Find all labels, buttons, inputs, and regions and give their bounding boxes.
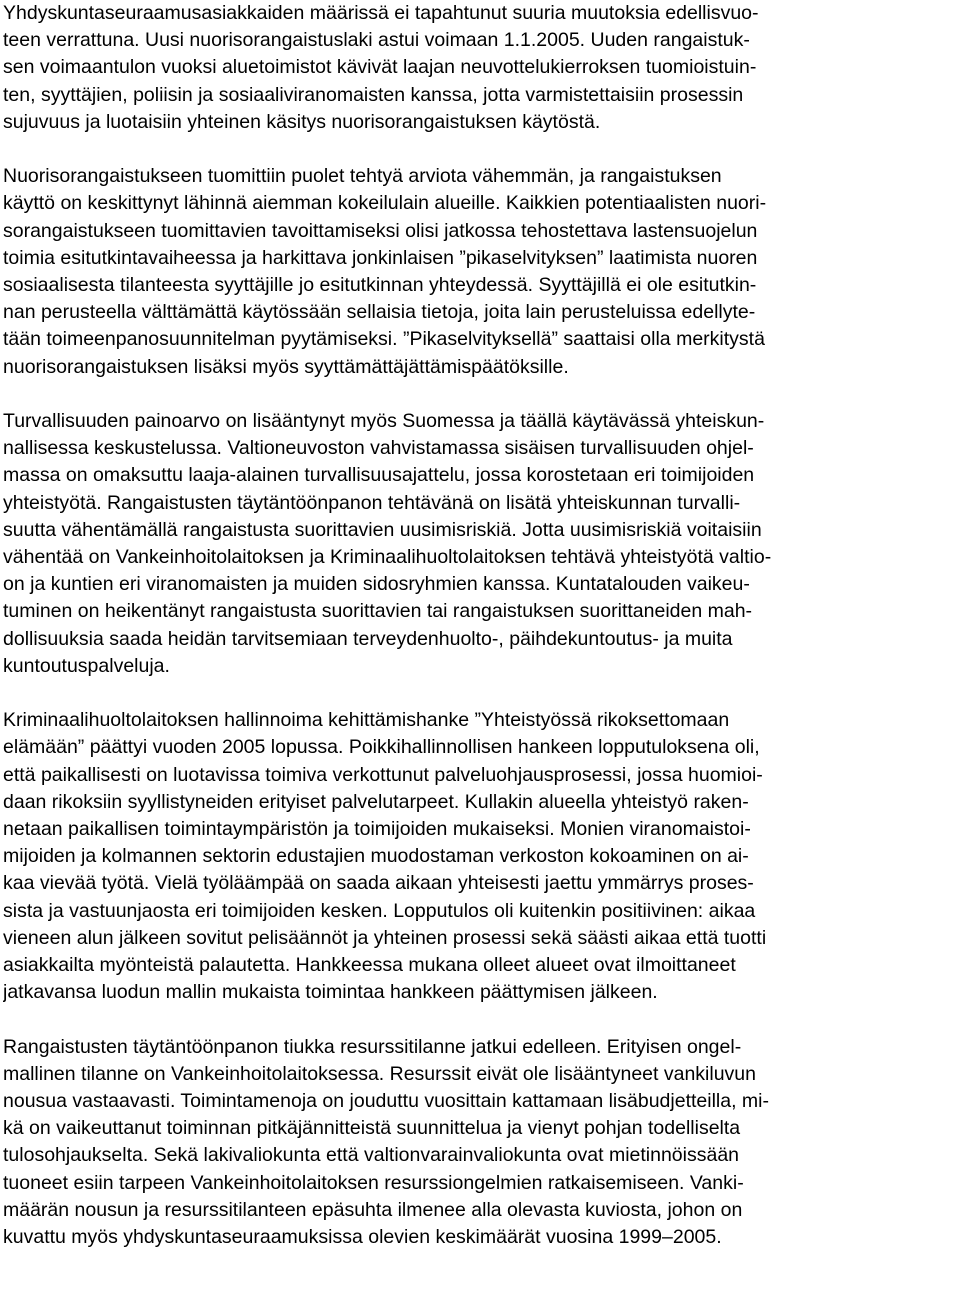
- text-line: sorangaistukseen tuomittavien tavoittamiseksi olisi jatkossa tehostettava lastensuojelun: [3, 219, 758, 242]
- text-line: ten, syyttäjien, poliisin ja sosiaaliviranomaisten kanssa, jotta varmistettaisiin prosessin: [3, 83, 744, 106]
- text-line: dollisuuksia saada heidän tarvitsemiaan terveydenhuolto-, päihdekuntoutus- ja muita: [3, 627, 733, 650]
- text-line: kaa vievää työtä. Vielä työläämpää on saada aikaan yhteisesti jaettu ymmärrys proses-: [3, 872, 754, 895]
- text-line: jatkavansa luodun mallin mukaista toimintaa hankkeen päättymisen jälkeen.: [3, 981, 658, 1004]
- text-line: kä on vaikeuttanut toiminnan pitkäjännitteistä suunnittelua ja vienyt pohjan todelliselta: [3, 1117, 741, 1140]
- text-line: vieneen alun jälkeen sovitut pelisäännöt ja yhteinen prosessi sekä säästi aikaa että tuotti: [3, 926, 767, 949]
- text-line: mijoiden ja kolmannen sektorin edustajien muodostaman verkoston kokoaminen on ai-: [3, 845, 749, 868]
- text-line: tään toimeenpanosuunnitelman pyytämiseksi. ”Pikaselvityksellä” saattaisi olla merkitystä: [3, 328, 765, 351]
- text-line: yhteistyötä. Rangaistusten täytäntöönpanon tehtävänä on lisätä yhteiskunnan turvalli-: [3, 491, 741, 514]
- paragraph-5: [3, 1034, 960, 1252]
- text-line: mallinen tilanne on Vankeinhoitolaitoksessa. Resurssit eivät ole lisääntyneet vankiluvun: [3, 1062, 756, 1085]
- text-line: Kriminaalihuoltolaitoksen hallinnoima kehittämishanke ”Yhteistyössä rikoksettomaan: [3, 709, 730, 732]
- text-line: elämään” päättyi vuoden 2005 lopussa. Poikkihallinnollisen hankeen lopputuloksena oli,: [3, 736, 760, 759]
- text-line: tuminen on heikentänyt rangaistusta suorittavien tai rangaistuksen suorittaneiden mah-: [3, 600, 753, 623]
- text-line: Turvallisuuden painoarvo on lisääntynyt myös Suomessa ja täällä käytävässä yhteiskun-: [3, 410, 765, 433]
- text-line: on ja kuntien eri viranomaisten ja muiden sidosryhmien kanssa. Kuntatalouden vaikeu-: [3, 573, 750, 596]
- text-line: kuntoutuspalveluja.: [3, 654, 170, 677]
- text-line: nousua vastaavasti. Toimintamenoja on jouduttu vuosittain kattamaan lisäbudjetteilla, mi-: [3, 1090, 769, 1113]
- text-line: että paikallisesti on luotavissa toimiva verkottunut palveluohjausprosessi, jossa huomioi-: [3, 763, 763, 786]
- paragraph-3: [3, 408, 960, 680]
- text-line: tulosohjaukselta. Sekä lakivaliokunta että valtionvarainvaliokunta ovat mietinnöissään: [3, 1144, 740, 1167]
- text-line: massa on omaksuttu laaja-alainen turvallisuusajattelu, jossa korostetaan eri toimijoiden: [3, 464, 755, 487]
- text-line: daan rikoksiin syyllistyneiden erityiset palvelutarpeet. Kullakin alueella yhteistyö raken-: [3, 790, 749, 813]
- paragraph-2: [3, 163, 960, 381]
- text-line: kuvattu myös yhdyskuntaseuraamuksissa olevien keskimäärät vuosina 1999–2005.: [3, 1226, 722, 1249]
- text-line: nallisessa keskustelussa. Valtioneuvoston vahvistamassa sisäisen turvallisuuden ohjel-: [3, 437, 754, 460]
- text-line: nan perusteella välttämättä käytössään sellaisia tietoja, joita lain perusteluissa edellyte-: [3, 301, 756, 324]
- text-line: Yhdyskuntaseuraamusasiakkaiden määrissä ei tapahtunut suuria muutoksia edellisvuo-: [3, 2, 759, 24]
- text-line: Nuorisorangaistukseen tuomittiin puolet tehtyä arviota vähemmän, ja rangaistuksen: [3, 165, 722, 188]
- paragraph-4: [3, 707, 960, 1006]
- text-line: netaan paikallisen toimintaympäristön ja toimijoiden mukaiseksi. Monien viranomaistoi-: [3, 818, 751, 841]
- text-line: sen voimaantulon vuoksi aluetoimistot kävivät laajan neuvottelukierroksen tuomioistuin-: [3, 56, 757, 79]
- text-line: tuoneet esiin tarpeen Vankeinhoitolaitoksen resurssiongelmien ratkaisemiseen. Vanki-: [3, 1171, 744, 1194]
- text-line: vähentää on Vankeinhoitolaitoksen ja Kriminaalihuoltolaitoksen tehtävä yhteistyötä valtio-: [3, 546, 772, 569]
- text-line: nuorisorangaistuksen lisäksi myös syyttämättäjättämispäätöksille.: [3, 355, 569, 378]
- text-line: asiakkailta myönteistä palautetta. Hankkeessa mukana olleet alueet ovat ilmoittaneet: [3, 954, 736, 977]
- text-line: sosiaalisesta tilanteesta syyttäjille jo esitutkinnan yhteydessä. Syyttäjillä ei ole esitutkin-: [3, 274, 757, 297]
- text-line: määrän nousun ja resurssitilanteen epäsuhta ilmenee alla olevasta kuviosta, johon on: [3, 1198, 743, 1221]
- text-line: teen verrattuna. Uusi nuorisorangaistuslaki astui voimaan 1.1.2005. Uuden rangaistuk-: [3, 29, 750, 52]
- text-line: Rangaistusten täytäntöönpanon tiukka resurssitilanne jatkui edelleen. Erityisen ongel-: [3, 1035, 742, 1058]
- text-line: sista ja vastuunjaosta eri toimijoiden kesken. Lopputulos oli kuitenkin positiivinen: aikaa: [3, 899, 756, 922]
- paragraph-1: [3, 0, 960, 136]
- text-line: sujuvuus ja luotaisiin yhteinen käsitys nuorisorangaistuksen käytöstä.: [3, 110, 601, 133]
- text-line: toimia esitutkintavaiheessa ja harkittava jonkinlaisen ”pikaselvityksen” laatimista nuoren: [3, 246, 758, 269]
- text-line: käyttö on keskittynyt lähinnä aiemman kokeilulain alueille. Kaikkien potentiaalisten nuori-: [3, 192, 767, 215]
- text-line: suutta vähentämällä rangaistusta suorittavien uusimisriskiä. Jotta uusimisriskiä voitaisiin: [3, 518, 762, 541]
